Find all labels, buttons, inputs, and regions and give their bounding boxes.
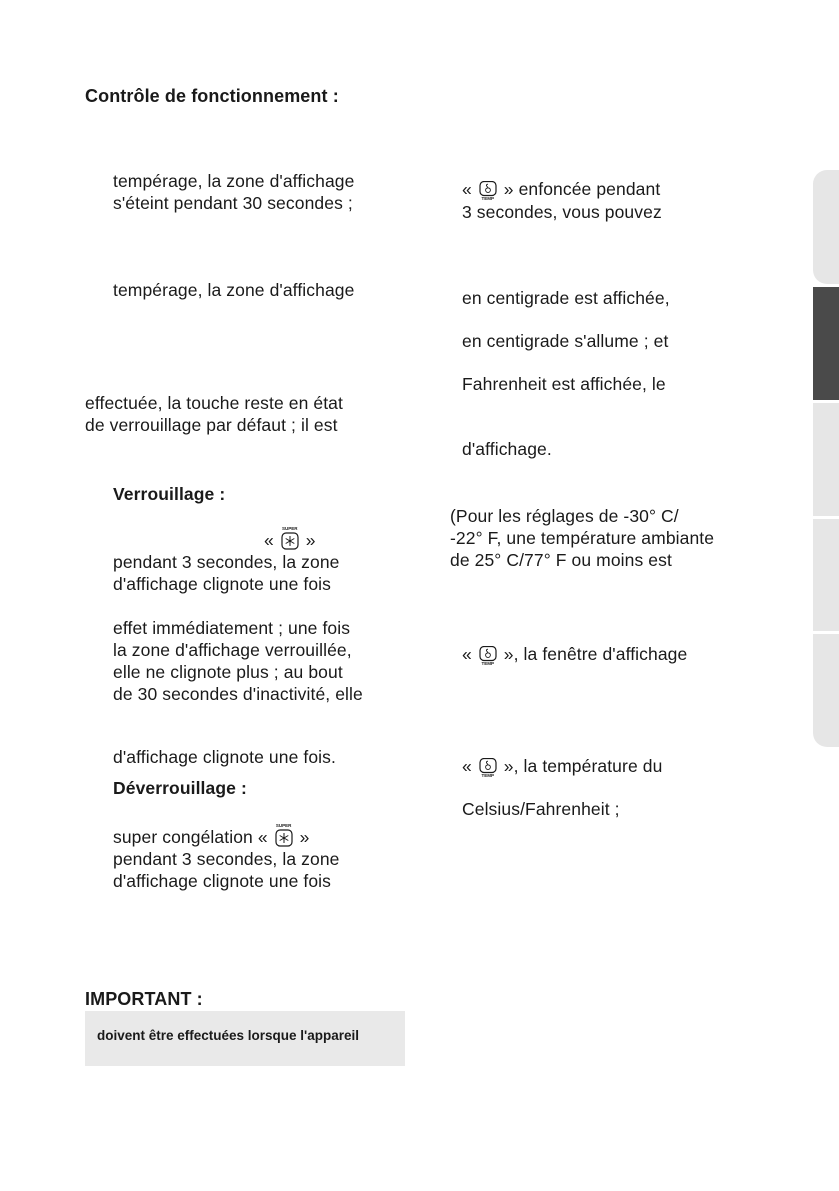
- temp-window-line: [462, 643, 687, 665]
- left-line-14: d'affichage clignote une fois: [113, 871, 332, 891]
- left-line-13: pendant 3 secondes, la zone: [113, 849, 340, 869]
- temp-icon-label: TEMP: [481, 661, 495, 666]
- right-line-5: d'affichage.: [462, 439, 552, 459]
- temp-icon-label: TEMP: [481, 196, 495, 201]
- left-line-4: effectuée, la touche reste en état: [85, 393, 343, 413]
- left-line-6: pendant 3 secondes, la zone: [113, 552, 340, 572]
- important-label: IMPORTANT :: [85, 989, 203, 1009]
- left-line-3: tempérage, la zone d'affichage: [113, 280, 355, 300]
- unlock-heading: Déverrouillage :: [113, 778, 247, 798]
- right-line-7: -22° F, une température ambiante: [450, 528, 715, 548]
- quote-open: «: [264, 530, 274, 550]
- right-line-6: (Pour les réglages de -30° C/: [450, 506, 679, 526]
- temp-icon-label: TEMP: [481, 773, 495, 778]
- lock-heading: Verrouillage :: [113, 484, 226, 504]
- temp-icon: [479, 646, 497, 664]
- unlock-prefix: super congélation «: [113, 827, 268, 847]
- side-tab-2-active[interactable]: [813, 287, 839, 400]
- page-title: Contrôle de fonctionnement :: [85, 86, 339, 106]
- right-line-3: en centigrade s'allume ; et: [462, 331, 669, 351]
- left-line-12: d'affichage clignote une fois.: [113, 747, 336, 767]
- side-tab-5[interactable]: [813, 634, 839, 747]
- side-tab-3[interactable]: [813, 403, 839, 516]
- super-freeze-icon: [281, 526, 299, 550]
- right-line-4: Fahrenheit est affichée, le: [462, 374, 666, 394]
- left-line-7: d'affichage clignote une fois: [113, 574, 332, 594]
- right-line-8: de 25° C/77° F ou moins est: [450, 550, 672, 570]
- quote-open: «: [462, 179, 472, 199]
- right-line-2: en centigrade est affichée,: [462, 288, 670, 308]
- left-line-8: effet immédiatement ; une fois: [113, 618, 351, 638]
- left-line-5: de verrouillage par défaut ; il est: [85, 415, 338, 435]
- quote-close: »: [305, 530, 316, 550]
- left-line-2: s'éteint pendant 30 secondes ;: [113, 193, 353, 213]
- left-line-11: de 30 secondes d'inactivité, elle: [113, 684, 363, 704]
- right-line-9: Celsius/Fahrenheit ;: [462, 799, 620, 819]
- temp-unit-line: [462, 755, 662, 777]
- unlock-instruction-line: [113, 823, 310, 848]
- left-line-9: la zone d'affichage verrouillée,: [113, 640, 352, 660]
- right-line-1: 3 secondes, vous pouvez: [462, 202, 662, 222]
- important-note-text: doivent être effectuées lorsque l'appareil: [97, 1028, 360, 1043]
- lock-instruction-line: [264, 526, 316, 551]
- temp-hold-line: [462, 178, 660, 200]
- temp-icon: [479, 758, 497, 776]
- quote-close: »: [299, 827, 310, 847]
- super-freeze-icon: [275, 823, 293, 847]
- left-line-10: elle ne clignote plus ; au bout: [113, 662, 343, 682]
- left-line-1: tempérage, la zone d'affichage: [113, 171, 355, 191]
- quote-open: «: [462, 644, 472, 664]
- side-tab-1[interactable]: [813, 170, 839, 284]
- temp-hold-text: » enfoncée pendant: [503, 179, 661, 199]
- temp-window-text: », la fenêtre d'affichage: [503, 644, 688, 664]
- side-tab-4[interactable]: [813, 519, 839, 631]
- quote-open: «: [462, 756, 472, 776]
- super-icon-label: SUPER: [275, 823, 292, 828]
- temp-icon: [479, 181, 497, 199]
- temp-unit-text: », la température du: [503, 756, 663, 776]
- super-icon-label: SUPER: [282, 526, 298, 531]
